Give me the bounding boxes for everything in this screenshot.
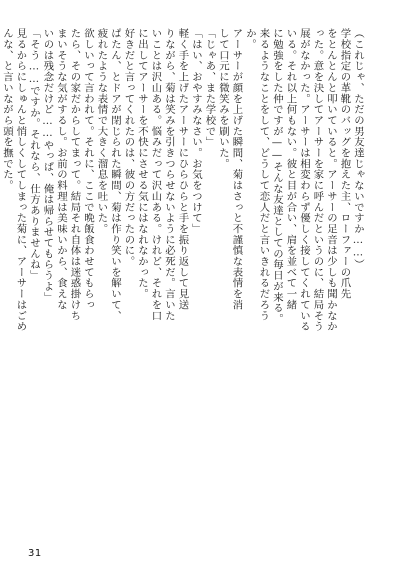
text-line: まいそうな気がするし。お前の料理は美味いから、食えな: [55, 28, 67, 311]
text-line: 学校指定の革靴のバッグを抱えた主、ローファーの爪先: [338, 28, 351, 300]
paragraph-block: [94, 28, 243, 525]
paragraph-block: [243, 28, 365, 525]
paragraph-block: [0, 28, 94, 525]
text-line: 軽く手を上げたアーサーにひらひらと手を振り返して見送: [176, 28, 189, 311]
text-line: か。: [244, 28, 256, 50]
text-line: に出してアーサーを不快にさせる気にはなれなかった。: [136, 28, 148, 300]
text-line: をとんとんと叩いていると。アーサーの足音は少しも聞かなか: [325, 28, 337, 332]
text-line: に勉強をした仲ですが——そんな友達としての毎日が来る。: [271, 28, 283, 325]
text-line: 見るからにしゅんと悄しくしてしまった菊に、アーサーはごめ: [14, 28, 27, 332]
text-line: 疲れたような表情で大きく溜息を吐いた。: [95, 28, 108, 235]
text-line: 好きだと言ってくれたのは、彼の方だったのに。: [122, 28, 135, 267]
text-line: 来るようなことをして、どうして恋人だと言いきれるだろう: [257, 28, 270, 321]
text-line: たら、その家だからしてまって。結局それ自体は迷惑掛けち: [68, 28, 81, 321]
text-line: いる。それ以上何もない。彼と目が合い、肩を並べて一緒: [284, 28, 297, 311]
text-line: して口元に微笑みを刷いた。: [217, 28, 229, 170]
text-line: 欲しいって言われて。それに、ここで晩飯食わせてもらっ: [82, 28, 94, 311]
text-line: （これじゃ、ただの男友達じゃないですか……）: [352, 28, 364, 270]
text-line: アーサーが顔を上げた瞬間、菊はさっと不謹慎な表情を消: [230, 28, 243, 311]
vertical-text-body: [1, 28, 364, 525]
page-number: 31: [28, 548, 42, 559]
text-line: った。意を決してアーサーを家に呼んだというのに、結局そう: [311, 28, 324, 332]
text-line: 「はい、おやすみなさい。お気をつけて」: [190, 28, 202, 235]
text-line: いことは沢山ある。悩みだって沢山ある。けれど、それを口: [149, 28, 162, 321]
text-line: んな、と言いながら頭を撫でた。: [1, 28, 13, 191]
text-line: りながら、菊は笑みを引きつらせないように必死だ。言いた: [163, 28, 175, 321]
text-line: ぱたん、とドアが閉じられた瞬間、菊は作り笑いを解いて、: [109, 28, 121, 321]
text-line: 「そう……ですか。それなら、仕方ありませんね」: [28, 28, 40, 281]
text-line: 「じゃあ、また学校で」: [203, 28, 216, 148]
text-line: 展がなかった。アーサーは相変わらず優しく接してくれている: [298, 28, 310, 332]
text-line: いのは残念だけど……やっぱ、俺は帰らせてもらうよ」: [41, 28, 54, 303]
